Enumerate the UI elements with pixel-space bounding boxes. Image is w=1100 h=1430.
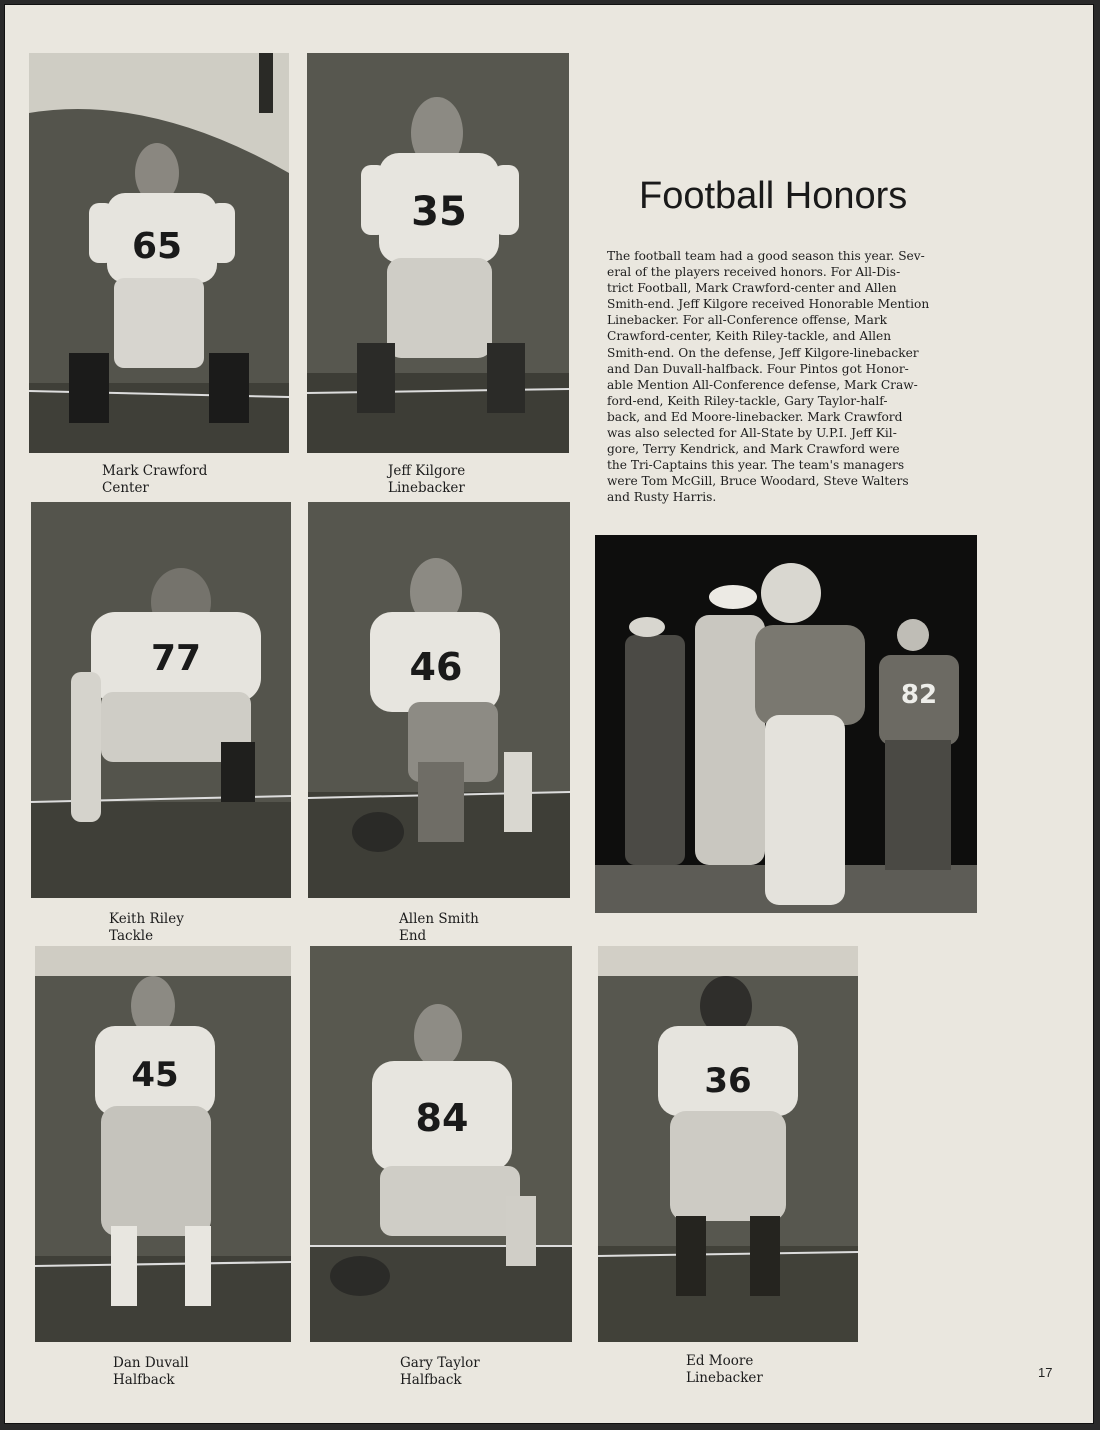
caption-name: Ed Moore — [686, 1353, 754, 1369]
paragraph-line: gore, Terry Kendrick, and Mark Crawford were — [607, 442, 900, 457]
paragraph-line: and Rusty Harris. — [607, 490, 717, 505]
paragraph-line: trict Football, Mark Crawford-center and Allen — [607, 281, 897, 296]
player-photo-gary-taylor — [310, 946, 572, 1342]
caption-position: Tackle — [109, 928, 154, 944]
caption-name: Mark Crawford — [102, 463, 208, 479]
page-number: 17 — [1038, 1365, 1053, 1380]
paragraph-line: Linebacker. For all-Conference offense, Mark — [607, 313, 888, 328]
paragraph-line: Smith-end. On the defense, Jeff Kilgore-linebacker — [607, 345, 919, 360]
paragraph-line: were Tom McGill, Bruce Woodard, Steve Walters — [607, 474, 909, 489]
caption-keith-riley — [109, 911, 184, 945]
player-photo-dan-duvall — [35, 946, 291, 1342]
caption-name: Jeff Kilgore — [388, 463, 466, 479]
paragraph-line: Smith-end. Jeff Kilgore received Honorable Mention — [607, 297, 930, 312]
caption-position: End — [399, 928, 427, 944]
caption-name: Allen Smith — [399, 911, 479, 927]
caption-position: Center — [102, 480, 149, 496]
svg-text:45: 45 — [131, 1055, 179, 1095]
caption-position: Linebacker — [388, 480, 465, 496]
paragraph-line: back, and Ed Moore-linebacker. Mark Crawford — [607, 409, 903, 424]
caption-name: Dan Duvall — [113, 1355, 189, 1371]
paragraph-line: The football team had a good season this year. Sev- — [607, 249, 925, 263]
player-photo-ed-moore — [598, 946, 858, 1342]
caption-position: Linebacker — [686, 1370, 763, 1386]
paragraph-line: able Mention All-Conference defense, Mark Craw- — [607, 377, 918, 392]
caption-dan-duvall — [113, 1355, 189, 1389]
paragraph-line: and Dan Duvall-halfback. Four Pintos got Honor- — [607, 361, 909, 376]
caption-mark-crawford — [102, 463, 207, 497]
caption-name: Keith Riley — [109, 911, 184, 927]
svg-text:77: 77 — [150, 638, 202, 679]
yearbook-page — [4, 4, 1094, 1424]
svg-text:46: 46 — [409, 645, 463, 689]
caption-gary-taylor — [400, 1355, 480, 1389]
caption-allen-smith — [399, 911, 479, 945]
caption-position: Halfback — [400, 1372, 462, 1388]
svg-text:36: 36 — [704, 1061, 752, 1101]
honors-paragraph — [607, 248, 997, 506]
player-photo-jeff-kilgore — [307, 53, 569, 453]
svg-text:65: 65 — [131, 226, 183, 267]
caption-position: Halfback — [113, 1372, 175, 1388]
svg-text:84: 84 — [415, 1096, 469, 1140]
player-photo-keith-riley — [31, 502, 291, 898]
paragraph-line: the Tri-Captains this year. The team's managers — [607, 458, 905, 473]
paragraph-line: eral of the players received honors. For All-Dis- — [607, 265, 901, 280]
caption-ed-moore — [686, 1353, 763, 1387]
sideline-photo — [595, 535, 977, 913]
player-photo-allen-smith — [308, 502, 570, 898]
svg-text:35: 35 — [411, 189, 467, 235]
player-photo-mark-crawford — [29, 53, 289, 453]
caption-name: Gary Taylor — [400, 1355, 480, 1371]
page-title: Football Honors — [639, 175, 908, 217]
paragraph-line: was also selected for All-State by U.P.I. Jeff Kil- — [607, 426, 897, 441]
paragraph-line: Crawford-center, Keith Riley-tackle, and Allen — [607, 329, 892, 344]
svg-text:82: 82 — [900, 680, 938, 710]
caption-jeff-kilgore — [388, 463, 465, 497]
paragraph-line: ford-end, Keith Riley-tackle, Gary Taylor-half- — [607, 393, 888, 408]
